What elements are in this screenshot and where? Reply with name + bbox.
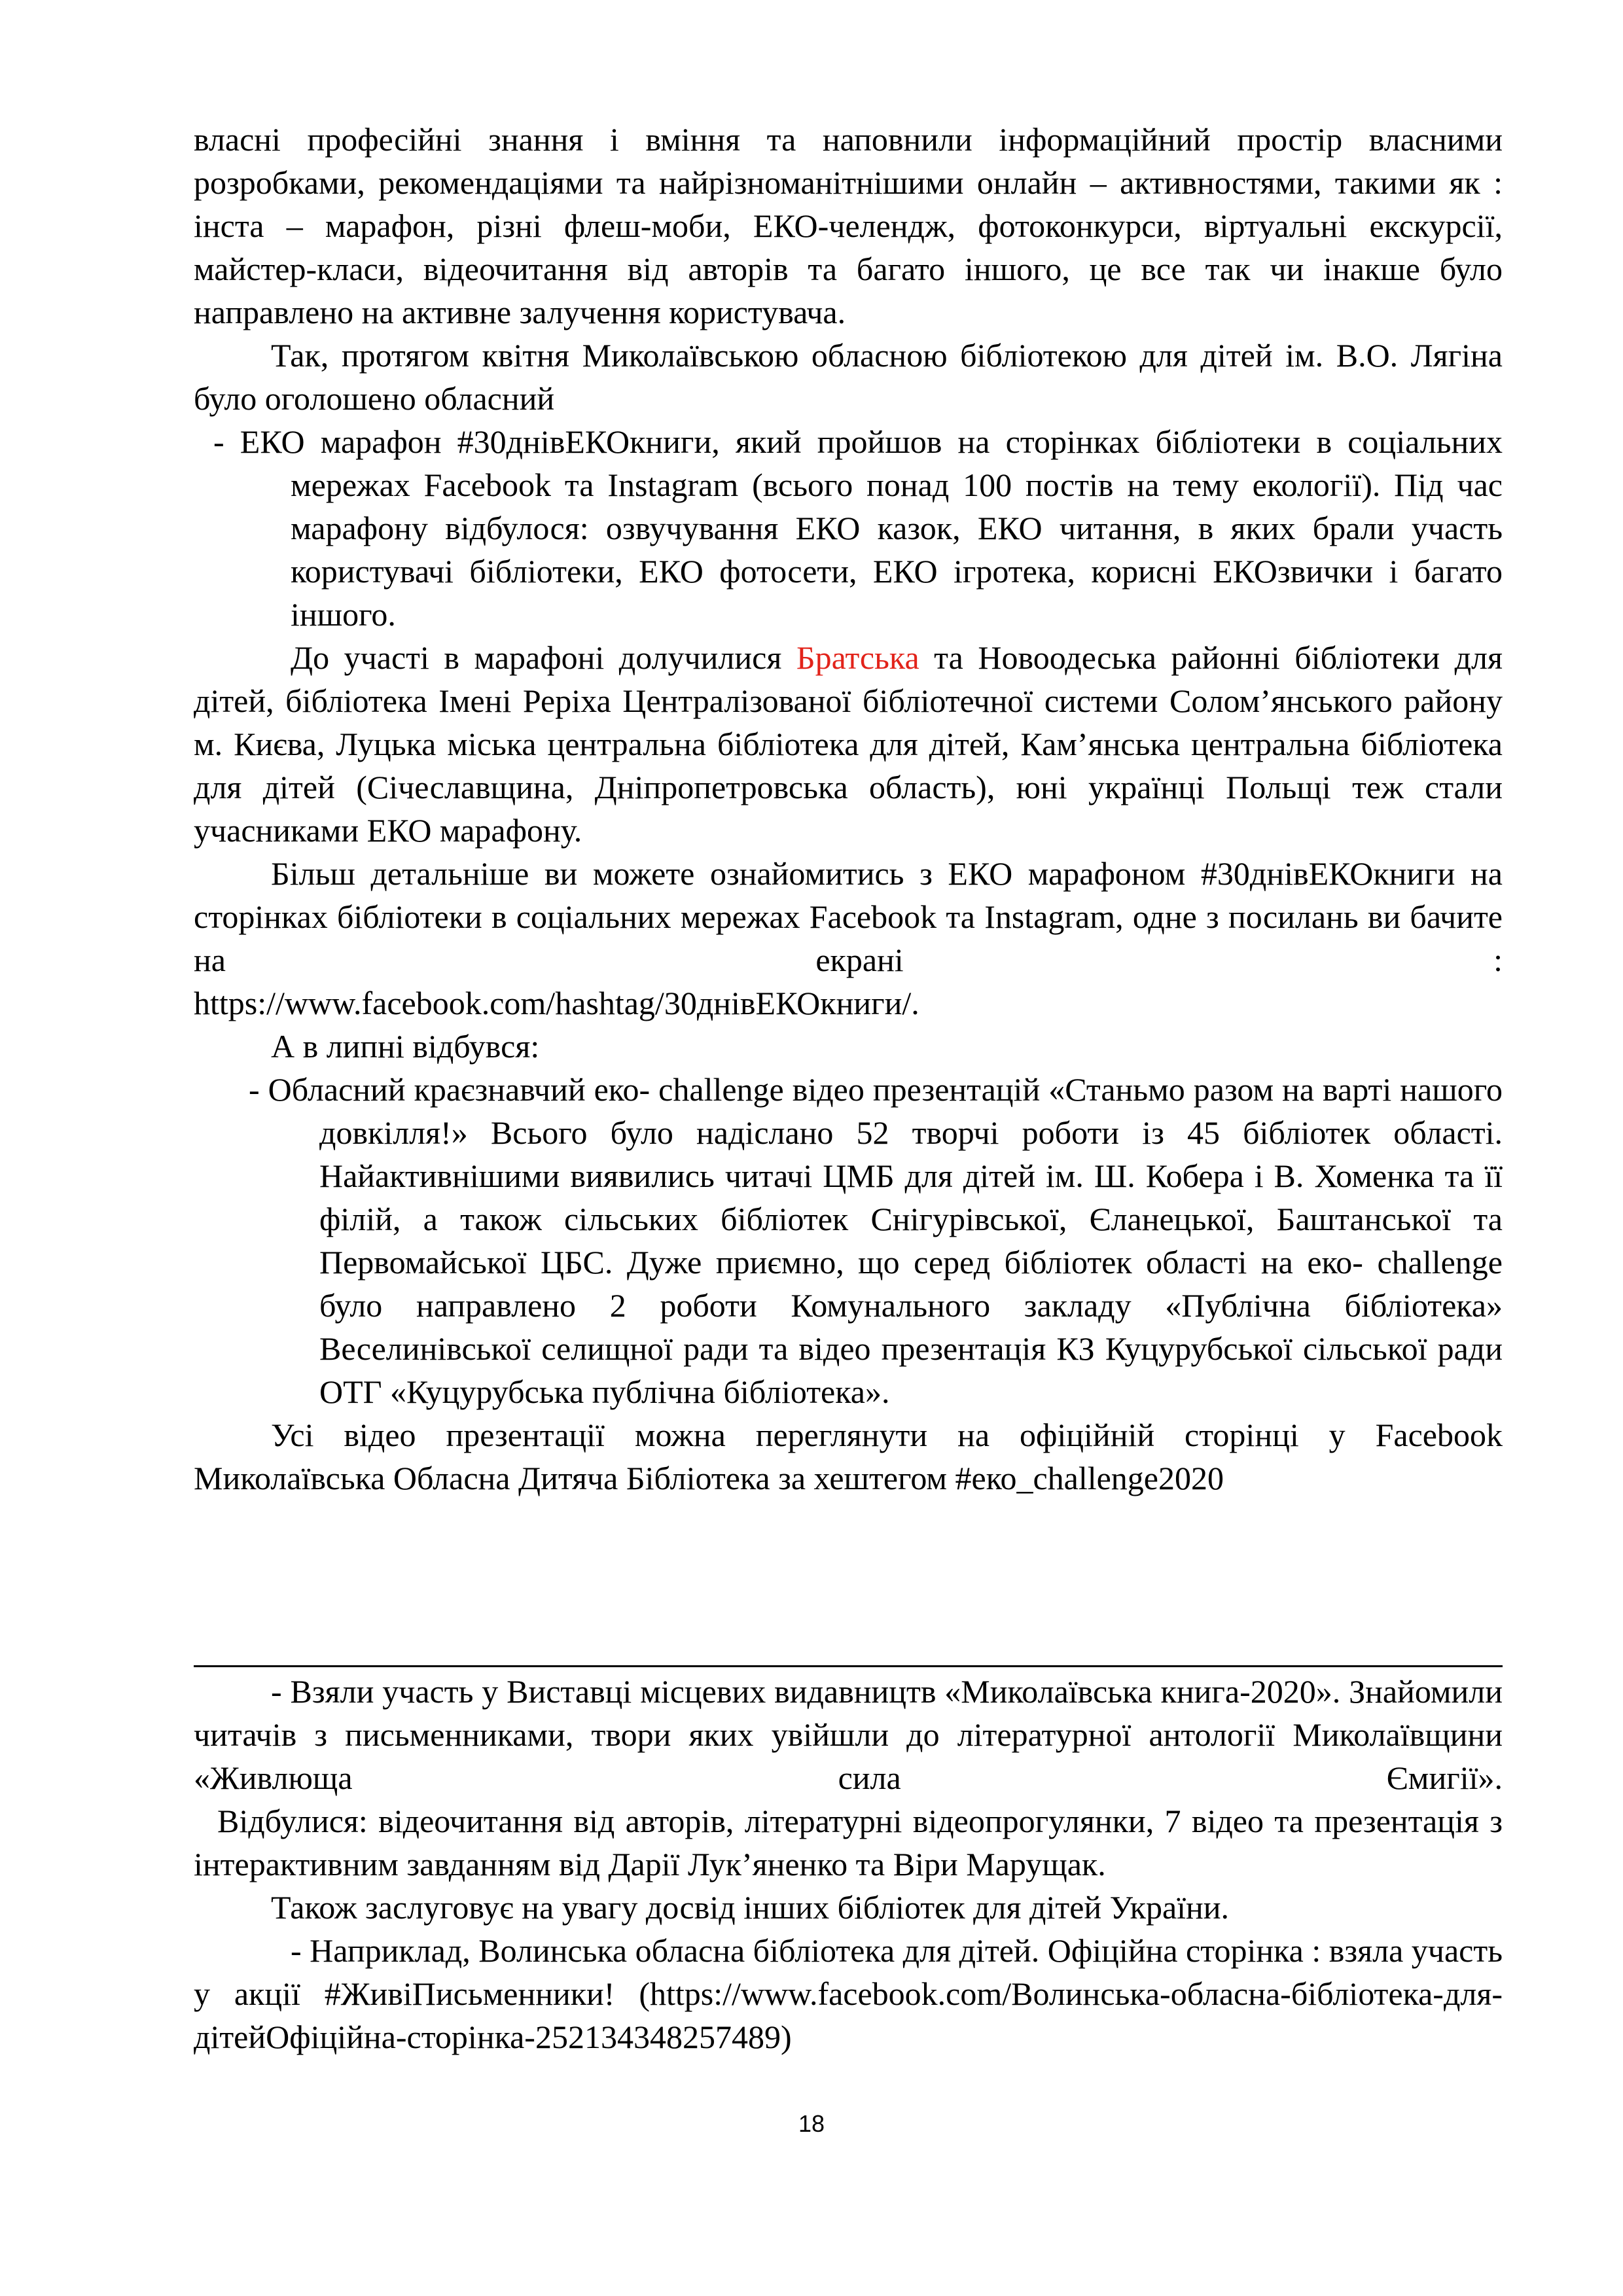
horizontal-rule	[194, 1665, 1503, 1667]
paragraph-details: Більш детальніше ви можете ознайомитись з ЕКО марафоном #30днівЕКОкниги на сторінках бібліотеки в соціальних мережах Facebook та Instagram, одне з посилань ви бачите на екрані :	[194, 855, 1503, 978]
participants-text-end: та Новоодеська районні бібліотеки для дітей, бібліотека Імені Реріха Централізованої бібліотечної системи Солом’янського району м. Києва, Луцька міська центральна бібліотека для дітей, Кам’янська центральна бібліотека для дітей (Січеславщина, Дніпропетровська область), юні українці Польщі теж стали учасниками ЕКО марафону.	[194, 639, 1503, 849]
paragraph-1: власні професійні знання і вміння та наповнили інформаційний простір власними розробками, рекомендаціями та найрізноманітнішими онлайн – активностями, такими як : інста – марафон, різні флеш-моби, ЕКО-челендж, фотоконкурси, віртуальні екскурсії, майстер-класи, відеочитання від авторів та багато іншого, це все так чи інакше було направлено на активне залучення користувача.	[194, 121, 1503, 330]
paragraph-book-exhibition: - Взяли участь у Виставці місцевих видавництв «Миколаївська книга-2020». Знайомили читачів з письменниками, твори яких увійшли до літературної антології Миколаївщини «Живлюща сила Ємигії».	[194, 1673, 1503, 1796]
paragraph-other-libraries: Також заслуговує на увагу досвід інших бібліотек для дітей України.	[271, 1889, 1230, 1926]
list-item-eco-challenge: - Обласний краєзнавчий еко- challenge відео презентацій «Станьмо разом на варті нашого довкілля!» Всього було надіслано 52 творчі роботи із 45 бібліотек області. Найактивнішими виявились читачі ЦМБ для дітей ім. Ш. Кобера і В. Хоменка та її філій, а також сільських бібліотек Снігурівської, Єланецької, Баштанської та Первомайської ЦБС. Дуже приємно, що серед бібліотек області на еко- challenge було направлено 2 роботи Комунального закладу «Публічна бібліотека» Веселинівської селищної ради та відео презентація КЗ Куцурубської сільської ради ОТГ «Куцурубська публічна бібліотека».	[249, 1071, 1503, 1410]
paragraph-videos: Усі відео презентації можна переглянути на офіційній сторінці у Facebook Миколаївська Обласна Дитяча Бібліотека за хештегом #еко_challenge2020	[194, 1417, 1503, 1496]
participants-text-start: До участі в марафоні долучилися	[291, 639, 796, 676]
page-number: 18	[798, 2110, 825, 2137]
body-text-block-1	[194, 118, 1503, 1500]
paragraph-2: Так, протягом квітня Миколаївською обласною бібліотекою для дітей ім. В.О. Лягіна було оголошено обласний	[194, 337, 1503, 417]
paragraph-july: А в липні відбувся:	[271, 1028, 540, 1065]
list-item-eko-marathon: - ЕКО марафон #30днівЕКОкниги, який пройшов на сторінках бібліотеки в соціальних мережах Facebook та Instagram (всього понад 100 постів на тему екології). Під час марафону відбулося: озвучування ЕКО казок, ЕКО читання, в яких брали участь користувачі бібліотеки, ЕКО фотосети, ЕКО ігротека, корисні ЕКОзвички і багато іншого.	[213, 423, 1503, 633]
paragraph-events: Відбулися: відеочитання від авторів, літературні відеопрогулянки, 7 відео та презентація з інтерактивним завданням від Дарії Лук’яненко та Віри Марущак.	[194, 1803, 1503, 1882]
facebook-hashtag-link[interactable]: https://www.facebook.com/hashtag/30днівЕКОкниги/.	[194, 985, 919, 1021]
body-text-block-2	[194, 1670, 1503, 2058]
highlighted-library-name: Братська	[796, 639, 919, 676]
paragraph-volyn-library: - Наприклад, Волинська обласна бібліотека для дітей. Офіційна сторінка : взяла участь у акції #ЖивіПисьменники! (https://www.facebook.com/Волинська-обласна-бібліотека-для-дітейОфіційна-сторінка-252134348257489)	[194, 1932, 1503, 2055]
paragraph-participants	[194, 636, 1503, 852]
